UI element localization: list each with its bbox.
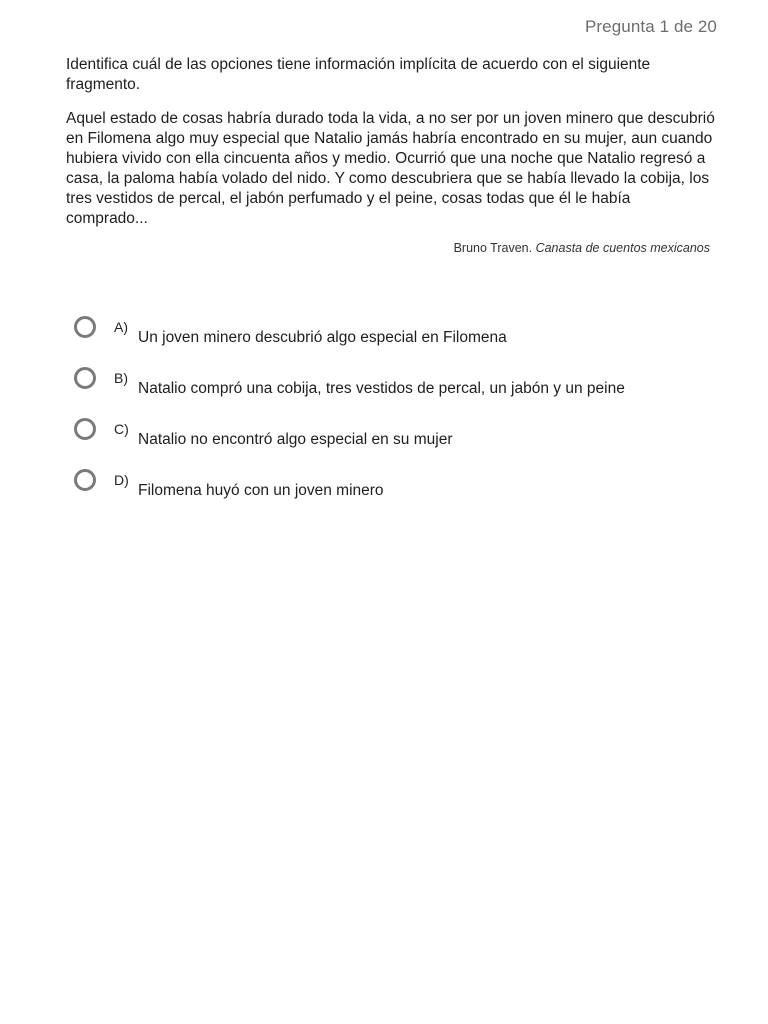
- option-letter: A): [114, 319, 128, 335]
- option-text[interactable]: Natalio compró una cobija, tres vestidos de percal, un jabón y un peine: [138, 380, 625, 397]
- option-d[interactable]: [74, 469, 714, 520]
- option-letter: C): [114, 421, 129, 437]
- answer-options: [74, 316, 714, 520]
- option-letter: D): [114, 472, 129, 488]
- attribution-work: Canasta de cuentos mexicanos: [535, 241, 710, 255]
- option-c[interactable]: [74, 418, 714, 469]
- radio-button-icon[interactable]: [74, 469, 96, 491]
- passage-text: Aquel estado de cosas habría durado toda la vida, a no ser por un joven minero que descubrió en Filomena algo muy especial que Natalio jamás habría encontrado en su mujer, aun cuando hubiera vivido con ella cincuenta años y medio. Ocurrió que una noche que Natalio regresó a casa, la paloma había volado del nido. Y como descubriera que se había llevado la cobija, los tres vestidos de percal, el jabón perfumado y el peine, cosas todas que él le había comprado...: [66, 110, 715, 227]
- radio-button-icon[interactable]: [74, 418, 96, 440]
- attribution-author: Bruno Traven.: [453, 241, 533, 255]
- option-text[interactable]: Filomena huyó con un joven minero: [138, 482, 384, 499]
- radio-button-icon[interactable]: [74, 367, 96, 389]
- option-b[interactable]: [74, 367, 714, 418]
- radio-button-icon[interactable]: [74, 316, 96, 338]
- option-text[interactable]: Un joven minero descubrió algo especial en Filomena: [138, 329, 507, 346]
- option-letter: B): [114, 370, 128, 386]
- option-text[interactable]: Natalio no encontró algo especial en su mujer: [138, 431, 453, 448]
- passage-attribution: [454, 241, 710, 255]
- option-a[interactable]: [74, 316, 714, 367]
- question-prompt: Identifica cuál de las opciones tiene información implícita de acuerdo con el siguiente fragmento.: [66, 56, 651, 93]
- question-counter: Pregunta 1 de 20: [584, 17, 717, 36]
